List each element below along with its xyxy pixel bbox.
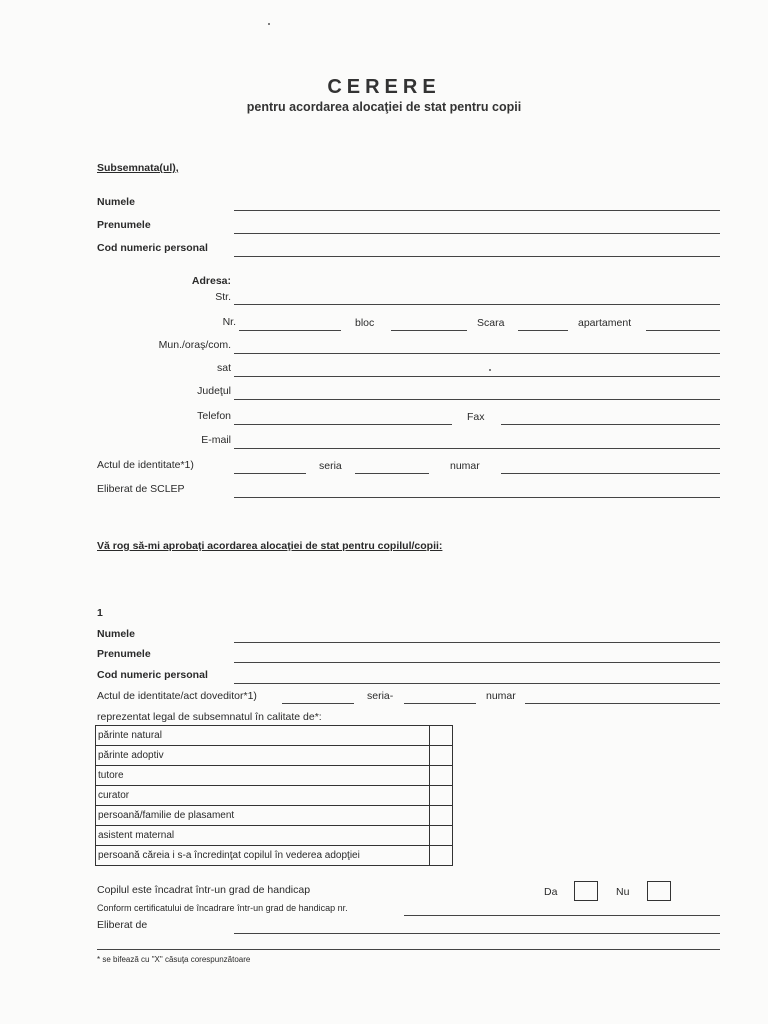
child-index: 1: [97, 607, 103, 619]
label-nu: Nu: [616, 886, 630, 898]
label-scara: Scara: [477, 317, 505, 329]
footnote-divider: [97, 949, 720, 950]
field-telefon[interactable]: [234, 424, 452, 425]
table-row: [96, 826, 453, 846]
label-nr: Nr.: [222, 316, 236, 328]
label-apartament: apartament: [578, 317, 632, 329]
option-checkbox-tutore[interactable]: [430, 766, 453, 786]
label-adresa: Adresa:: [191, 275, 231, 287]
label-telefon: Telefon: [197, 410, 231, 422]
field-child-seria[interactable]: [404, 703, 476, 704]
page-title: CERERE: [327, 76, 441, 98]
field-localitate[interactable]: [234, 353, 720, 354]
table-row: [96, 746, 453, 766]
label-act-identitate: Actul de identitate*1): [97, 459, 194, 471]
label-fax: Fax: [467, 411, 485, 423]
option-checkbox-parinte-natural[interactable]: [430, 726, 453, 746]
field-child-eliberat[interactable]: [234, 933, 720, 934]
field-sat[interactable]: [234, 376, 720, 377]
option-label: părinte natural: [96, 726, 430, 746]
option-checkbox-curator[interactable]: [430, 786, 453, 806]
field-seria[interactable]: [355, 473, 429, 474]
option-checkbox-parinte-adoptiv[interactable]: [430, 746, 453, 766]
option-label: curator: [96, 786, 430, 806]
label-email: E-mail: [201, 434, 231, 446]
option-label: persoană căreia i s-a încredinţat copilul în vederea adopţiei: [96, 846, 430, 866]
field-judet[interactable]: [234, 399, 720, 400]
speck-mark: [268, 23, 270, 25]
label-certificat: Conform certificatului de încadrare într-un grad de handicap nr.: [97, 903, 348, 913]
label-cnp: Cod numeric personal: [97, 242, 208, 254]
field-numar[interactable]: [501, 473, 720, 474]
label-child-numar: numar: [486, 690, 516, 702]
label-localitate: Mun./oraş/com.: [158, 339, 231, 351]
field-fax[interactable]: [501, 424, 720, 425]
field-cnp[interactable]: [234, 256, 720, 257]
checkbox-nu[interactable]: [647, 881, 671, 901]
table-row: [96, 786, 453, 806]
field-prenumele[interactable]: [234, 233, 720, 234]
field-email[interactable]: [234, 448, 720, 449]
checkbox-da[interactable]: [574, 881, 598, 901]
field-apartament[interactable]: [646, 330, 720, 331]
section-applicant: Subsemnata(ul),: [97, 162, 179, 174]
label-eliberat: Eliberat de SCLEP: [97, 483, 185, 495]
label-reprezentat: reprezentat legal de subsemnatul în calitate de*:: [97, 711, 322, 723]
page-subtitle: pentru acordarea alocaţiei de stat pentru copii: [246, 100, 522, 114]
option-checkbox-adoptie[interactable]: [430, 846, 453, 866]
label-child-numele: Numele: [97, 628, 135, 640]
option-label: persoană/familie de plasament: [96, 806, 430, 826]
label-child-act: Actul de identitate/act doveditor*1): [97, 690, 257, 702]
field-certificat-nr[interactable]: [404, 915, 720, 916]
label-seria: seria: [319, 460, 342, 472]
table-row: [96, 766, 453, 786]
option-label: părinte adoptiv: [96, 746, 430, 766]
table-row: [96, 846, 453, 866]
request-text: Vă rog să-mi aprobaţi acordarea alocaţiei de stat pentru copilul/copii:: [97, 540, 443, 552]
option-label: tutore: [96, 766, 430, 786]
label-child-prenumele: Prenumele: [97, 648, 151, 660]
label-child-seria: seria-: [367, 690, 394, 702]
capacity-options-table: [95, 725, 453, 866]
field-child-numele[interactable]: [234, 642, 720, 643]
field-numele[interactable]: [234, 210, 720, 211]
label-da: Da: [544, 886, 558, 898]
label-numele: Numele: [97, 196, 135, 208]
footnote: * se bifează cu "X" căsuţa corespunzătoare: [97, 955, 251, 964]
field-child-numar[interactable]: [525, 703, 720, 704]
label-numar: numar: [450, 460, 480, 472]
label-judet: Judeţul: [197, 385, 231, 397]
field-act-identitate[interactable]: [234, 473, 306, 474]
option-label: asistent maternal: [96, 826, 430, 846]
table-row: [96, 806, 453, 826]
label-sat: sat: [216, 362, 231, 374]
label-child-eliberat: Eliberat de: [97, 919, 148, 931]
label-bloc: bloc: [355, 317, 375, 329]
speck-mark: [489, 369, 491, 371]
field-child-act[interactable]: [282, 703, 354, 704]
label-child-cnp: Cod numeric personal: [97, 669, 208, 681]
label-str: Str.: [215, 291, 231, 303]
field-child-cnp[interactable]: [234, 683, 720, 684]
field-scara[interactable]: [518, 330, 568, 331]
field-child-prenumele[interactable]: [234, 662, 720, 663]
label-handicap: Copilul este încadrat într-un grad de handicap: [97, 884, 311, 896]
field-bloc[interactable]: [391, 330, 467, 331]
option-checkbox-plasament[interactable]: [430, 806, 453, 826]
label-prenumele: Prenumele: [97, 219, 151, 231]
field-str[interactable]: [234, 304, 720, 305]
option-checkbox-asistent-maternal[interactable]: [430, 826, 453, 846]
table-row: [96, 726, 453, 746]
field-nr[interactable]: [239, 330, 341, 331]
field-eliberat[interactable]: [234, 497, 720, 498]
